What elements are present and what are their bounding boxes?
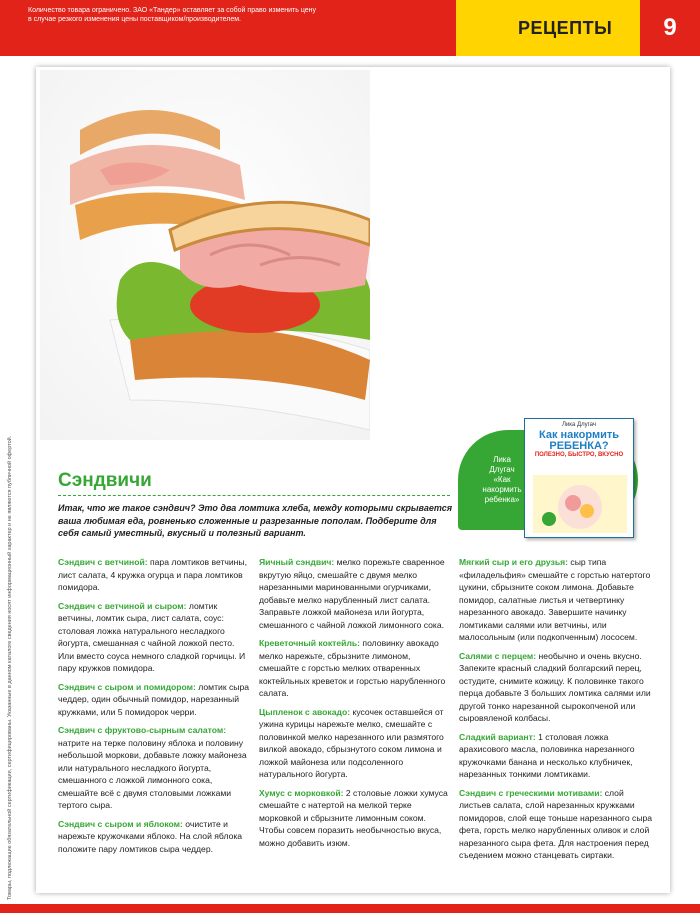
recipe-item (58, 724, 251, 812)
recipe-item (58, 818, 251, 856)
page-number: 9 (663, 14, 677, 41)
article-title: Сэндвичи (58, 470, 152, 491)
recipe-text: ломтик сыра чеддер, один обычный помидор, нарезанный кружками, или 5 помидорок черри. (58, 681, 250, 717)
article-intro: Итак, что же такое сэндвич? Это два ломтика хлеба, между которыми скрывается ваша любимая еда, ровненько сложенные и разрезанные пополам. Подберите для себя самый уместный, вкусный и полезный вариант. (58, 503, 453, 538)
title-divider (58, 495, 450, 496)
recipe-text: сыр типа «филадельфия» смешайте с горстью натертого цукини, сбрызните соком лимона. Добавьте помидор, салатные листья и четвертинку нарезанного авокадо. Завершите начинку ломтиками салями или ветчины, или малосольным (или подкопченным) лососем. (459, 557, 651, 642)
recipe-name: Сэндвич с сыром и яблоком: (58, 818, 183, 829)
book-illustration (533, 475, 627, 533)
recipes-column-3 (459, 556, 653, 868)
recipe-text: 1 столовая ложка арахисового масла, половинка нарезанного кружочками банана и несколько клубничек, нарезанных тонкими ломтиками. (459, 731, 635, 779)
recipe-name: Креветочный коктейль: (259, 638, 361, 648)
recipe-item (259, 637, 449, 700)
caption-line: ребенка» (484, 495, 520, 504)
recipe-text: пара ломтиков ветчины, лист салата, 4 кружка огурца и пара ломтиков помидора. (58, 557, 247, 592)
side-notice (1, 360, 13, 900)
recipe-name: Салями с перцем: (459, 650, 537, 661)
recipes-column-2 (259, 556, 449, 855)
recipe-text: натрите на терке половину яблока и половину небольшой моркови, добавьте ложку майонеза или натурального несладкого йогурта, смешанного с ложкой лимонного сока, смешайте всё с двумя столовыми ложками тертого сыра. (58, 737, 247, 810)
recipe-name: Сэндвич с греческими мотивами: (459, 787, 603, 798)
recipe-name: Сладкий вариант: (459, 731, 536, 742)
caption-line: «Как (493, 475, 511, 484)
recipe-name: Сэндвич с фруктово-сырным салатом: (58, 725, 227, 735)
recipe-text: половинку авокадо мелко нарежьте, сбрызните лимоном, смешайте с горстью мелких отваренных коктейльных креветок и горстью нарубленного салата. (259, 638, 446, 698)
recipe-item (58, 556, 251, 594)
book-caption (478, 455, 526, 505)
recipe-item (259, 706, 449, 781)
side-notice-text: Товары, подлежащие обязательной сертификации, сертифицированы. Указанные в данном каталоге сведения носят информационный характер и не являются публичной офертой. (7, 435, 13, 900)
recipe-text: очистите и нарежьте кружочками яблоко. На слой яблока положите пару ломтиков сыра чеддер. (58, 818, 243, 854)
caption-line: Лика (493, 455, 511, 464)
recipe-text: ломтик ветчины, ломтик сыра, лист салата, соус: столовая ложка натурального несладкого йогурта, смешанная с чайной ложкой песто. Или вместо соуса немного сладкой горчицы. И пару кружков помидора. (58, 600, 246, 673)
recipe-name: Сэндвич с ветчиной и сыром: (58, 600, 187, 611)
book-title: Как накормить РЕБЕНКА? (539, 429, 619, 452)
recipe-name: Яичный сэндвич: (259, 557, 335, 567)
recipe-text: мелко порежьте сваренное вкрутую яйцо, смешайте с двумя мелко нарезанными маринованными огурчиками, добавьте мелко нарубленный лист салата. Заправьте ложкой майонеза или йогурта, смешанного с чайной ложкой лимонного сока. (259, 557, 445, 630)
recipe-item (58, 600, 251, 675)
sandwich-image (40, 70, 370, 440)
recipe-name: Сэндвич с ветчиной: (58, 557, 148, 567)
recipe-item (459, 787, 653, 862)
recipe-name: Мягкий сыр и его друзья: (459, 557, 569, 567)
price-notice: Количество товара ограничено. ЗАО «Тандер» оставляет за собой право изменить цену в случае резкого изменения цены поставщиком/производителем. (28, 7, 317, 23)
caption-line: накормить (482, 485, 522, 494)
recipe-item (259, 556, 449, 631)
section-label: РЕЦЕПТЫ (456, 0, 640, 56)
recipes-column-1 (58, 556, 251, 861)
book-cover (524, 418, 634, 538)
book-author: Лика Длугач (561, 422, 596, 428)
recipe-text: 2 столовые ложки хумуса смешайте с натертой на мелкой терке морковкой и сбрызните лимонным соком. Чтобы совсем поразить необычностью вкуса, можно добавить изюм. (259, 787, 448, 848)
caption-line: Длугач (489, 465, 515, 474)
recipe-item (459, 650, 653, 725)
recipe-item (259, 787, 449, 850)
book-subtitle: ПОЛЕЗНО, БЫСТРО, ВКУСНО (534, 452, 624, 458)
recipe-text: слой листьев салата, слой нарезанных кружками помидоров, слой еще тоньше нарезанного сыра фета, горсть мелко нарубленных оливок и слой нарезанного сыра фета. Для настроения перед съедением можно станцевать сиртаки. (459, 787, 653, 860)
recipe-text: кусочек оставшейся от ужина курицы нарежьте мелко, смешайте с половинкой мелко нарезанного или размятого вилкой авокадо, сбрызнутого соком лимона и ложкой майонеза или подсоленного натурального йогурта. (259, 706, 444, 779)
recipe-name: Сэндвич с сыром и помидором: (58, 681, 196, 692)
recipe-name: Цыпленок с авокадо: (259, 706, 351, 717)
recipe-item (58, 681, 251, 719)
recipe-item (459, 731, 653, 781)
recipe-text: необычно и очень вкусно. Запеките красный сладкий болгарский перец, остудите, снимите кожицу. К половинке такого перца добавьте 3 больших ломтика салями или другой тонко нарезанной сырокопченой или сыровяленой колбасы. (459, 650, 651, 723)
recipe-item (459, 556, 653, 644)
footer-bar (0, 904, 700, 913)
recipe-name: Хумус с морковкой: (259, 787, 344, 798)
